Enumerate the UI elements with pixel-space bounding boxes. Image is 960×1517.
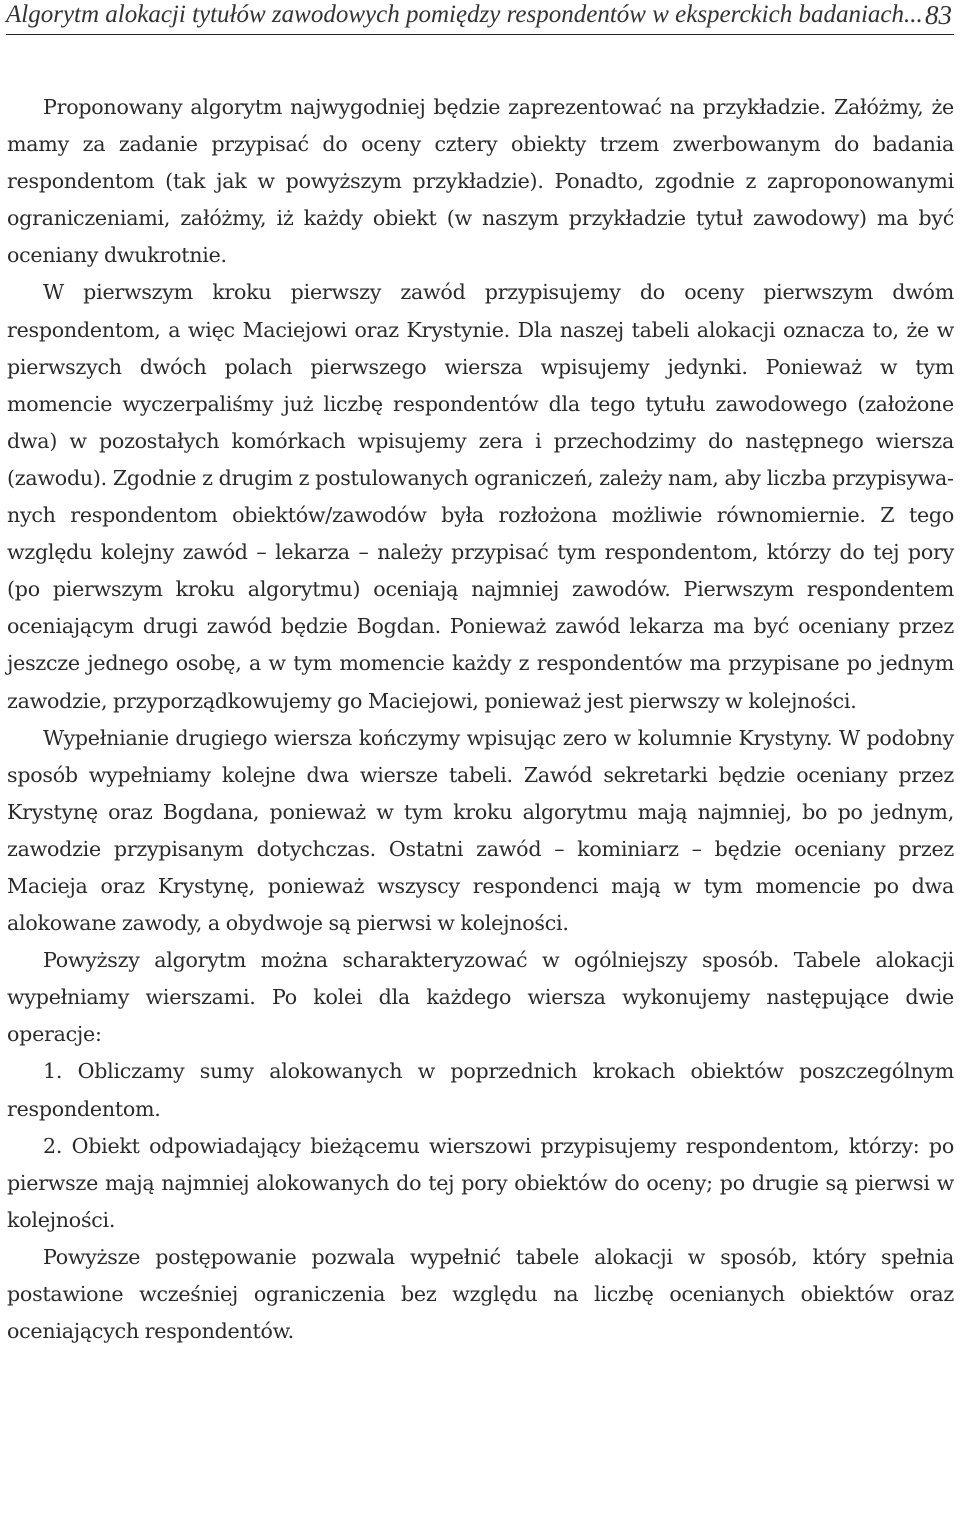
paragraph-conclusion: Powyższe postępowanie pozwala wypełnić tabele alokacji w sposób, który spełnia postawione wcześniej ograniczenia bez względu na liczbę ocenianych obiektów oraz oceniających respondentów. (7, 1244, 954, 1344)
list-item-step-1: 1. Obliczamy sumy alokowanych w poprzednich krokach obiektów poszczególnym respondentom. (7, 1059, 954, 1121)
body-text (7, 89, 954, 1350)
list-item-step-2: 2. Obiekt odpowiadający bieżącemu wierszowi przypisujemy respondentom, którzy: po pierwsze mają najmniej alokowanych do tej pory obiektów do oceny; po drugie są pierwsi w kolejności. (7, 1133, 954, 1232)
page-number: 83 (925, 0, 952, 30)
paragraph-general-algorithm: Powyższy algorytm można scharakteryzować w ogólniejszy sposób. Tabele alokacji wypełniamy wierszami. Po kolei dla każdego wiersza wykonujemy następujące dwie operacje: (7, 948, 954, 1047)
paragraph-second-row: Wypełnianie drugiego wiersza kończymy wpisując zero w kolumnie Krystyny. W podobny sposób wypełniamy kolejne dwa wiersze tabeli. Zawód sekretarki będzie oceniany przez Krystynę oraz Bogdana, ponieważ w tym kroku algorytmu mają najmniej, bo po jednym, zawodzie przypisanym dotychczas. Ostatni zawód – kominiarz – będzie oceniany przez Macieja oraz Krystynę, ponieważ wszyscy respondenci mają w tym momencie po dwa alokowane zawody, a obydwoje są pierwsi w kolejności. (7, 725, 954, 936)
running-header (6, 0, 954, 35)
running-title: Algorytm alokacji tytułów zawodowych pomiędzy respondentów w eksperckich badaniach... (6, 1, 923, 28)
paragraph-intro: Proponowany algorytm najwygodniej będzie zaprezentować na przykładzie. Załóżmy, że mamy za zadanie przypisać do oceny cztery obiekty trzem zwerbowanym do badania respondentom (tak jak w powyższym przykładzie). Ponadto, zgodnie z zaproponowanymi ograniczeniami, załóżmy, iż każdy obiekt (w naszym przykładzie tytuł zawodowy) ma być oceniany dwukrotnie. (7, 95, 954, 268)
paragraph-first-step: W pierwszym kroku pierwszy zawód przypisujemy do oceny pierwszym dwóm respondentom, a więc Maciejowi oraz Krystynie. Dla naszej tabeli alokacji oznacza to, że w pierwszych dwóch polach pierwszego wiersza wpisujemy jedynki. Ponieważ w tym momencie wyczerpaliśmy już liczbę respondentów dla tego tytułu zawodowego (założone dwa) w pozostałych komórkach wpisujemy zera i przechodzimy do następnego wiersza (zawodu). Zgodnie z drugim z postulowanych ograniczeń, zależy nam, aby liczba przypisywanych respondentom obiektów/zawodów była rozłożona możliwie równomiernie. Z tego względu kolejny zawód – lekarza – należy przypisać tym respondentom, którzy do tej pory (po pierwszym kroku algorytmu) oceniają najmniej zawodów. Pierwszym respondentem oceniającym drugi zawód będzie Bogdan. Ponieważ zawód lekarza ma być oceniany przez jeszcze jednego osobę, a w tym momencie każdy z respondentów ma przypisane po jednym zawodzie, przyporządkowujemy go Maciejowi, ponieważ jest pierwszy w kolejności. (7, 280, 954, 713)
